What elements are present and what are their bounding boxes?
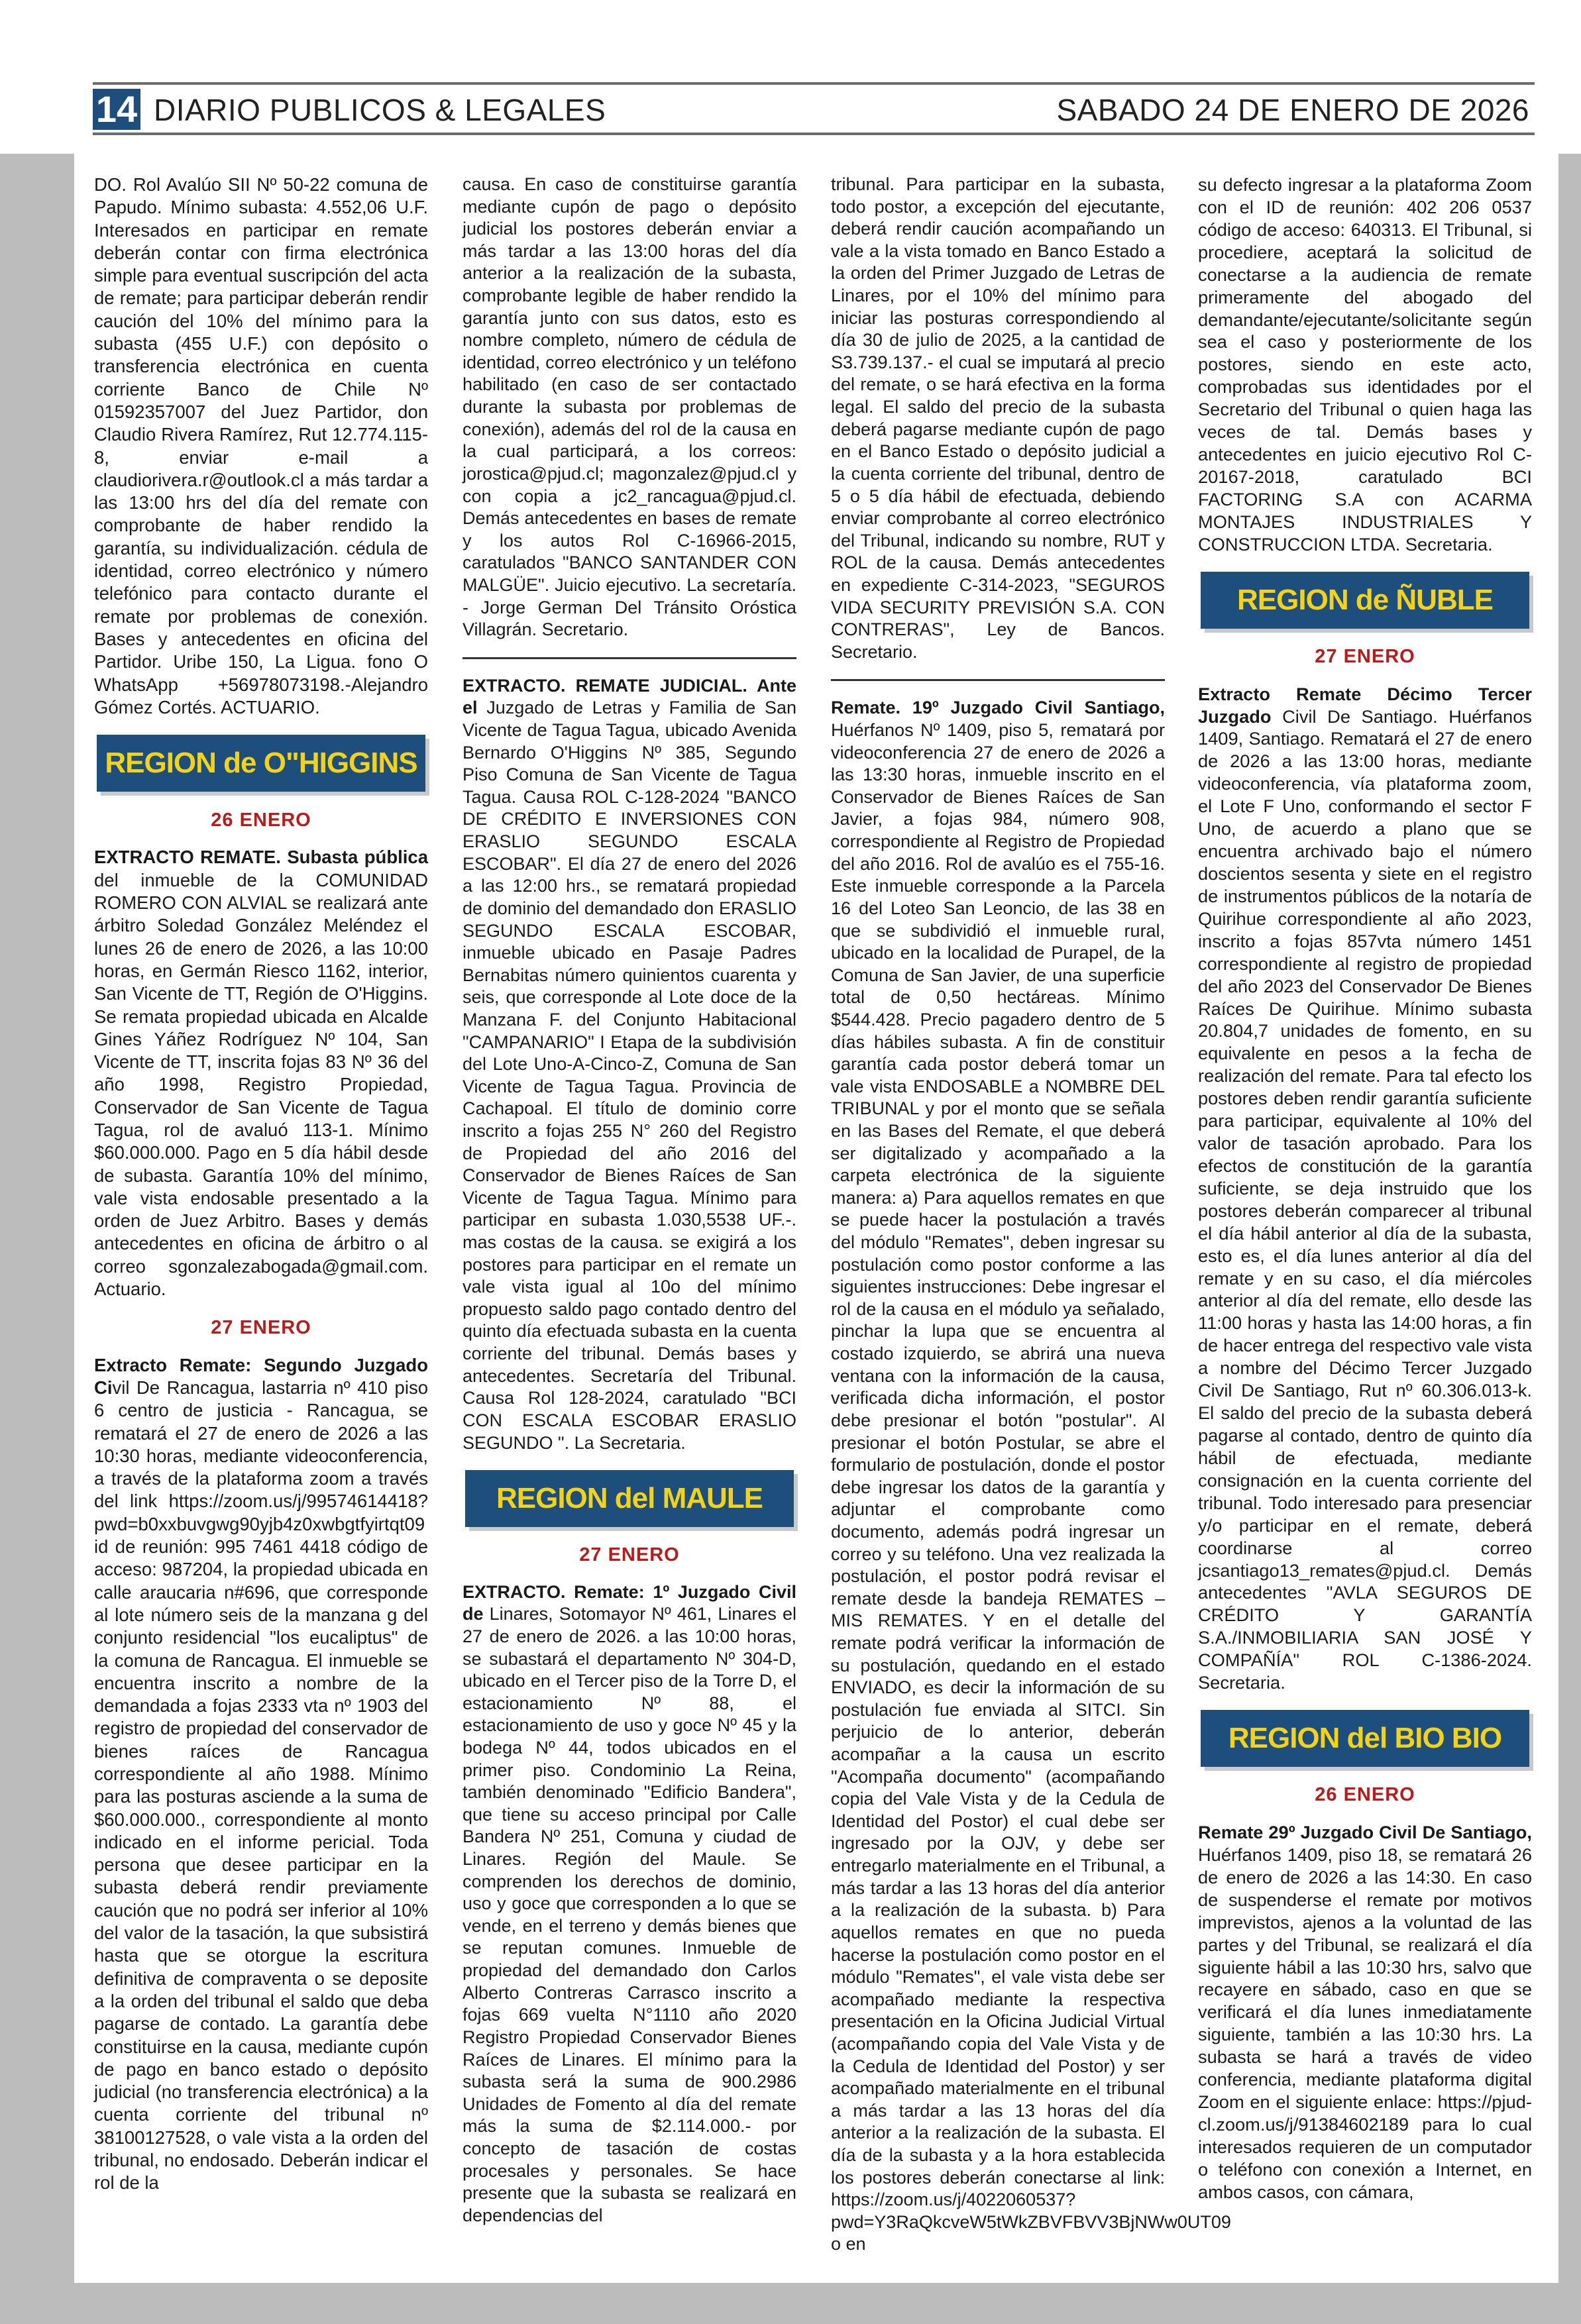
notice-divider bbox=[831, 679, 1165, 681]
notice-lead: Remate. 19º Juzgado Civil Santiago, bbox=[831, 698, 1165, 718]
legal-notice bbox=[94, 846, 428, 1300]
region-banner-title: REGION de ÑUBLE bbox=[1237, 583, 1493, 616]
notice-lead: EXTRACTO. Remate: 1º Juzgado Civil de bbox=[463, 1581, 796, 1624]
notice-body: tribunal. Para participar en la subasta, todo postor, a excepción del ejecutante, deberá rendir caución acompañando un vale a la vista tomado en Banco Estado a la orden del Primer Juzgado de Letras de Linares, por el 10% del mínimo para iniciar las posturas correspondiendo al día 30 de julio de 2025, a la cantidad de S3.739.137.- el cual se imputará al precio del remate, o se hará efectiva en la forma legal. El saldo del precio de la subasta deberá pagarse mediante cupón de pago en el Banco Estado o depósito judicial a la cuenta corriente del tribunal, dentro de 5 o 5 día hábil de efectuada, debiendo enviar comprobante al correo electrónico del Tribunal, indicando su nombre, RUT y ROL de la causa. Demás antecedentes en expediente C-314-2023, "SEGUROS VIDA SECURITY PREVISIÓN S.A. CON CONTRERAS", Ley de Bancos. Secretario. bbox=[831, 174, 1165, 662]
legal-notice bbox=[463, 675, 796, 1454]
page-number: 14 bbox=[93, 89, 140, 130]
auction-date-heading: 26 ENERO bbox=[1315, 1784, 1415, 1806]
region-banner-title: REGION del MAULE bbox=[496, 1482, 763, 1515]
region-banner bbox=[465, 1470, 794, 1527]
page-frame-bottom bbox=[74, 2283, 1558, 2324]
auction-date-heading: 27 ENERO bbox=[1315, 645, 1415, 667]
column-3 bbox=[831, 174, 1231, 2272]
newspaper-name: DIARIO PUBLICOS & LEGALES bbox=[154, 93, 606, 127]
notice-lead: Remate 29º Juzgado Civil De Santiago, bbox=[1198, 1822, 1532, 1842]
page-frame-right bbox=[1558, 154, 1581, 2324]
notice-body: vil De Rancagua, lastarria nº 410 piso 6 centro de justicia - Rancagua, se rematará el 27 de enero de 2026 a las 10:30 horas, mediante videoconferencia, a través de la plataforma zoom a través del link https://zoom.us/j/99574614418?pwd=b0xxbuvgwg90yjb4z0xwbgtfyirtqt09 id de reunión: 995 7461 4418 código de acceso: 987204, la propiedad ubicada en calle araucaria n#696, que corresponde al lote número seis de la manzana g del conjunto residencial "los eucaliptus" de la comuna de Rancagua. El inmueble se encuentra inscrito a nombre de la demandada a fojas 2333 vta nº 1903 del registro de propiedad del conservador de bienes raíces de Rancagua correspondiente al año 1988. Mínimo para las posturas asciende a la suma de $60.000.000., correspondiente al monto indicado en el informe pericial. Toda persona que desee participar en la subasta deberá rendir previamente caución que no podrá ser inferior al 10% del valor de la tasación, la que subsistirá hasta que se otorgue la escritura definitiva de compraventa o se deposite a la orden del tribunal el saldo que deba pagarse de contado. La garantía debe constituirse en la causa, mediante cupón de pago en banco estado o depósito judicial (no transferencia electrónica) a la cuenta corriente del tribunal nº 38100127528, o vale vista a la orden del tribunal, no endosado. Deberán indicar el rol de la bbox=[94, 1377, 428, 2193]
notice-divider bbox=[463, 657, 796, 659]
column-1 bbox=[94, 174, 428, 2211]
notice-lead: EXTRACTO. REMATE JUDICIAL. Ante el bbox=[463, 675, 796, 718]
notice-body: Huérfanos 1409, piso 18, se rematará 26 de enero de 2026 a las 14:30. En caso de suspenderse el remate por motivos imprevistos, ajenos a la voluntad de las partes y del Tribunal, se realizará el día siguiente hábil a las 10:30 hrs, salvo que recayere en sábado, caso en que se verificará el día lunes inmediatamente siguiente, también a las 10:30 hrs. La subasta se hará a través de video conferencia, mediante plataforma digital Zoom en el siguiente enlace: https://pjud-cl.zoom.us/j/91384602189 para lo cual interesados requieren de un computador o teléfono con conexión a Internet, en ambos casos, con cámara, bbox=[1198, 1844, 1532, 2202]
legal-notice bbox=[94, 1354, 428, 2195]
notice-lead: Extracto Remate Décimo Tercer Juzgado bbox=[1198, 683, 1532, 727]
region-banner-title: REGION de O"HIGGINS bbox=[105, 746, 417, 779]
notice-body: Civil De Santiago. Huérfanos 1409, Santiago. Rematará el 27 de enero de 2026 a las 13:00 horas, mediante videoconferencia, vía plataforma zoom, el Lote F Uno, conformando el sector F Uno, de acuerdo a plano que se encuentra archivado bajo el número doscientos sesenta y siete en el registro de instrumentos públicos de la notaría de Quirihue correspondiente al año 2023, inscrito a fojas 857vta número 1451 correspondiente al registro de propiedad del año 2023 del Conservador De Bienes Raíces De Quirihue. Mínimo subasta 20.804,7 unidades de fomento, en su equivalente en pesos a la fecha de realización del remate. Para tal efecto los postores deben rendir garantía suficiente para participar, equivalente al 10% del valor de tasación aprobado. Para los efectos de constitución de la garantía suficiente, se deja instruido que los postores deberán comparecer al tribunal el día hábil anterior al día de la subasta, esto es, el día lunes anterior al día del remate y en su caso, el día miércoles anterior al día del remate, ello desde las 11:00 horas y hasta las 14:00 horas, a fin de hacer entrega del respectivo vale vista a nombre del Décimo Tercer Juzgado Civil De Santiago, Rut nº 60.306.013-k. El saldo del precio de la subasta deberá pagarse al contado, dentro de quinto día hábil de efectuada, mediante consignación en la cuenta corriente del tribunal. Todo interesado para presenciar y/o participar en el remate, deberá coordinarse al correo jcsantiago13_remates@pjud.cl. Demás antecedentes "AVLA SEGUROS DE CRÉDITO Y GARANTÍA S.A./INMOBILIARIA SAN JOSÉ Y COMPAÑÍA" ROL C-1386-2024. Secretaria. bbox=[1198, 706, 1532, 1693]
auction-date-heading: 27 ENERO bbox=[579, 1544, 680, 1566]
region-banner bbox=[97, 735, 425, 792]
region-banner bbox=[1201, 572, 1529, 629]
column-4 bbox=[1198, 174, 1532, 2219]
legal-notice bbox=[831, 174, 1165, 663]
auction-date-heading: 27 ENERO bbox=[211, 1317, 311, 1339]
legal-notice bbox=[831, 697, 1231, 2256]
notice-body: DO. Rol Avalúo SII Nº 50-22 comuna de Papudo. Mínimo subasta: 4.552,06 U.F. Interesados en participar en remate deberán contar con firma electrónica simple para eventual suscripción del acta de remate; para participar deberán rendir caución del 10% del mínimo para la subasta (455 U.F.) con depósito o transferencia electrónica en cuenta corriente Banco de Chile Nº 01592357007 del Juez Partidor, don Claudio Rivera Ramírez, Rut 12.774.115-8, enviar e-mail a claudiorivera.r@outlook.cl a más tardar a las 13:00 hrs del día del remate con comprobante de haber rendido la garantía, su individualización. cédula de identidad, correo electrónico y número telefónico para contacto durante el remate por problemas de conexión. Bases y antecedentes en oficina del Partidor. Uribe 150, La Ligua. fono O WhatsApp +56978073198.-Alejandro Gómez Cortés. ACTUARIO. bbox=[94, 174, 428, 717]
page-header bbox=[93, 82, 1535, 135]
notice-body: su defecto ingresar a la plataforma Zoom con el ID de reunión: 402 206 0537 código de acceso: 640313. El Tribunal, si procediere, aceptará la solicitud de conectarse a la audiencia de remate primeramente del abogado del demandante/ejecutante/solicitante según sea el caso y posteriormente de los postores, siendo en este acto, comprobadas sus identidades por el Secretario del Tribunal o quien haga las veces de tal. Demás bases y antecedentes en juicio ejecutivo Rol C-20167-2018, caratulado BCI FACTORING S.A con ACARMA MONTAJES INDUSTRIALES Y CONSTRUCCION LTDA. Secretaria. bbox=[1198, 174, 1532, 555]
page-frame-left bbox=[0, 154, 74, 2324]
auction-date-heading: 26 ENERO bbox=[211, 810, 311, 831]
region-banner bbox=[1201, 1710, 1529, 1767]
column-2 bbox=[463, 174, 796, 2243]
issue-date: SABADO 24 DE ENERO DE 2026 bbox=[1056, 93, 1529, 127]
legal-notice bbox=[94, 174, 428, 719]
notice-body: del inmueble de la COMUNIDAD ROMERO CON ALVIAL se realizará ante árbitro Soledad González Meléndez el lunes 26 de enero de 2026, a las 10:00 horas, en Germán Riesco 1162, interior, San Vicente de TT, Región de O'Higgins. Se remata propiedad ubicada en Alcalde Gines Yáñez Rodríguez Nº 104, San Vicente de TT, inscrita fojas 83 Nº 36 del año 1998, Registro Propiedad, Conservador de San Vicente de Tagua Tagua, rol de avaluó 113-1. Mínimo $60.000.000. Pago en 5 día hábil desde de subasta. Garantía 10% del mínimo, vale vista endosable presentado a la orden de Juez Arbitro. Bases y demás antecedentes en oficina de árbitro o al correo sgonzalezabogada@gmail.com. Actuario. bbox=[94, 869, 428, 1300]
legal-notice bbox=[1198, 1821, 1532, 2203]
legal-notice bbox=[1198, 174, 1532, 556]
notice-body: causa. En caso de constituirse garantía mediante cupón de pago o depósito judicial los postores deberán enviar a más tardar a las 13:00 horas del día anterior a la realización de la subasta, comprobante legible de haber rendido la garantía junto con sus datos, esto es nombre completo, número de cédula de identidad, correo electrónico y un teléfono habilitado (en caso de ser contactado durante la subasta por problemas de conexión), además del rol de la causa en la cual participará, a los correos: jorosticа@pjud.cl; magonzalez@pjud.cl y con copia a jc2_rancagua@pjud.cl. Demás antecedentes en bases de remate y los autos Rol C-16966-2015, caratulados "BANCO SANTANDER CON MALGÜE". Juicio ejecutivo. La secretaría. - Jorge German Del Tránsito Oróstica Villagrán. Secretario. bbox=[463, 174, 796, 640]
notice-body: Huérfanos Nº 1409, piso 5, rematará por videoconferencia 27 de enero de 2026 a las 13:30 horas, inmueble inscrito en el Conservador de Bienes Raíces de San Javier, a fojas 984, número 908, correspondiente al Registro de Propiedad del año 2016. Rol de avalúo es el 755-16. Este inmueble corresponde a la Parcela 16 del Loteo San Leoncio, de las 38 en que se subdividió el inmueble rural, ubicado en la localidad de Purapel, de la Comuna de San Javier, de una superficie total de 0,50 hectáreas. Mínimo $544.428. Precio pagadero dentro de 5 días hábiles subasta. A fin de constituir garantía cada postor deberá tomar un vale vista ENDOSABLE a NOMBRE DEL TRIBUNAL y por el monto que se señala en las Bases del Remate, el que deberá ser digitalizado y acompañado a la carpeta electrónica de la siguiente manera: a) Para aquellos remates en que se puede hacer la postulación a través del módulo "Remates", deben ingresar su postulación como postor conforme a las siguientes instrucciones: Debe ingresar el rol de la causa en el módulo ya señalado, pinchar la lupa que se encuentra al costado izquierdo, se abrirá una nueva ventana con la información de la causa, verificada dicha información, el postor debe presionar el botón "postular". Al presionar el botón Postular, se abre el formulario de postulación, donde el postor debe ingresar los datos de la garantía y adjuntar el comprobante como documento, además podrá ingresar un correo y su teléfono. Una vez realizada la postulación, el postor podrá revisar el remate desde la bandeja REMATES – MIS REMATES. Y en el detalle del remate podrá verificar la información de su postulación, quedando en el estado ENVIADO, es decir la información de su postulación fue enviada al SITCI. Sin perjuicio de lo anterior, deberán acompañar a la causa un escrito "Acompaña documento" (acompañando copia del Vale Vista y de la Cedula de Identidad del Postor) el cual debe ser ingresado por la OJV, y debe ser entregarlo materialmente en el Tribunal, a más tardar a las 13 horas del día anterior a la realización de la subasta. b) Para aquellos remates en que no pueda hacerse la postulación como postor en el módulo "Remates", el vale vista debe ser acompañado mediante la respectiva presentación en la Oficina Judicial Virtual (acompañando copia del Vale Vista y de la Cedula de Identidad del Postor) y ser acompañado materialmente en el tribunal a más tardar a las 13 horas del día anterior a la realización de la subasta. El día de la subasta y a la hora establecida los postores deberán conectarse al link: https://zoom.us/j/4022060537?pwd=Y3RaQkcveW5tWkZBVFBVV3BjNWw0UT09 o en bbox=[831, 720, 1231, 2254]
notice-lead: EXTRACTO REMATE. Subasta pública bbox=[94, 847, 428, 868]
region-banner-title: REGION del BIO BIO bbox=[1228, 1722, 1502, 1755]
notice-lead: Extracto Remate: Segundo Juzgado Ci bbox=[94, 1354, 428, 1398]
legal-notice bbox=[1198, 683, 1532, 1694]
legal-notice bbox=[463, 174, 796, 641]
notice-body: Linares, Sotomayor Nº 461, Linares el 27 de enero de 2026. a las 10:00 horas, se subastará el departamento Nº 304-D, ubicado en el Tercer piso de la Torre D, el estacionamiento Nº 88, el estacionamiento de uso y goce Nº 45 y la bodega Nº 44, todos ubicados en el primer piso. Condominio La Reina, también denominado "Edificio Bandera", que tiene su acceso principal por Calle Bandera Nº 251, Comuna y ciudad de Linares. Región del Maule. Se comprenden los derechos de dominio, uso y goce que corresponden a lo que se vende, en el terreno y demás bienes que se reputan comunes. Inmueble de propiedad del demandado don Carlos Alberto Contreras Carrasco inscrito a fojas 669 vuelta N°1110 año 2020 Registro Propiedad Conservador Bienes Raíces de Linares. El mínimo para la subasta será la suma de 900.2986 Unidades de Fomento al día del remate más la suma de $2.114.000.- por concepto de tasación de costas procesales y personales. Se hace presente que la subasta se realizará en dependencias del bbox=[463, 1604, 796, 2225]
notice-body: Juzgado de Letras y Familia de San Vicente de Tagua Tagua, ubicado Avenida Bernardo O'Higgins Nº 385, Segundo Piso Comuna de San Vicente de Tagua Tagua. Causa ROL C-128-2024 "BANCO DE CRÉDITO E INVERSIONES CON ERASLIO SEGUNDO ESCALA ESCOBAR". El día 27 de enero del 2026 a las 12:00 hrs., se rematará propiedad de dominio del demandado don ERASLIO SEGUNDO ESCALA ESCOBAR, inmueble ubicado en Pasaje Padres Bernabitas número quinientos cuarenta y seis, que corresponde al Lote doce de la Manzana F. del Conjunto Habitacional "CAMPANARIO" I Etapa de la subdivisión del Lote Uno-A-Cinco-Z, Comuna de San Vicente de Tagua Tagua. Provincia de Cachapoal. El título de dominio corre inscrito a fojas 255 N° 260 del Registro de Propiedad del año 2016 del Conservador de Bienes Raíces de San Vicente de Tagua Tagua. Mínimo para participar en subasta 1.030,5538 UF.-. mas costas de la causa. se exigirá a los postores para participar en el remate un vale vista igual al 10o del mínimo propuesto saldo pago contado dentro del quinto día efectuada subasta en la cuenta corriente del tribunal. Demás bases y antecedentes. Secretaría del Tribunal. Causa Rol 128-2024, caratulado "BCI CON ESCALA ESCOBAR ERASLIO SEGUNDO ". La Secretaria. bbox=[463, 698, 796, 1453]
legal-notice bbox=[463, 1581, 796, 2227]
